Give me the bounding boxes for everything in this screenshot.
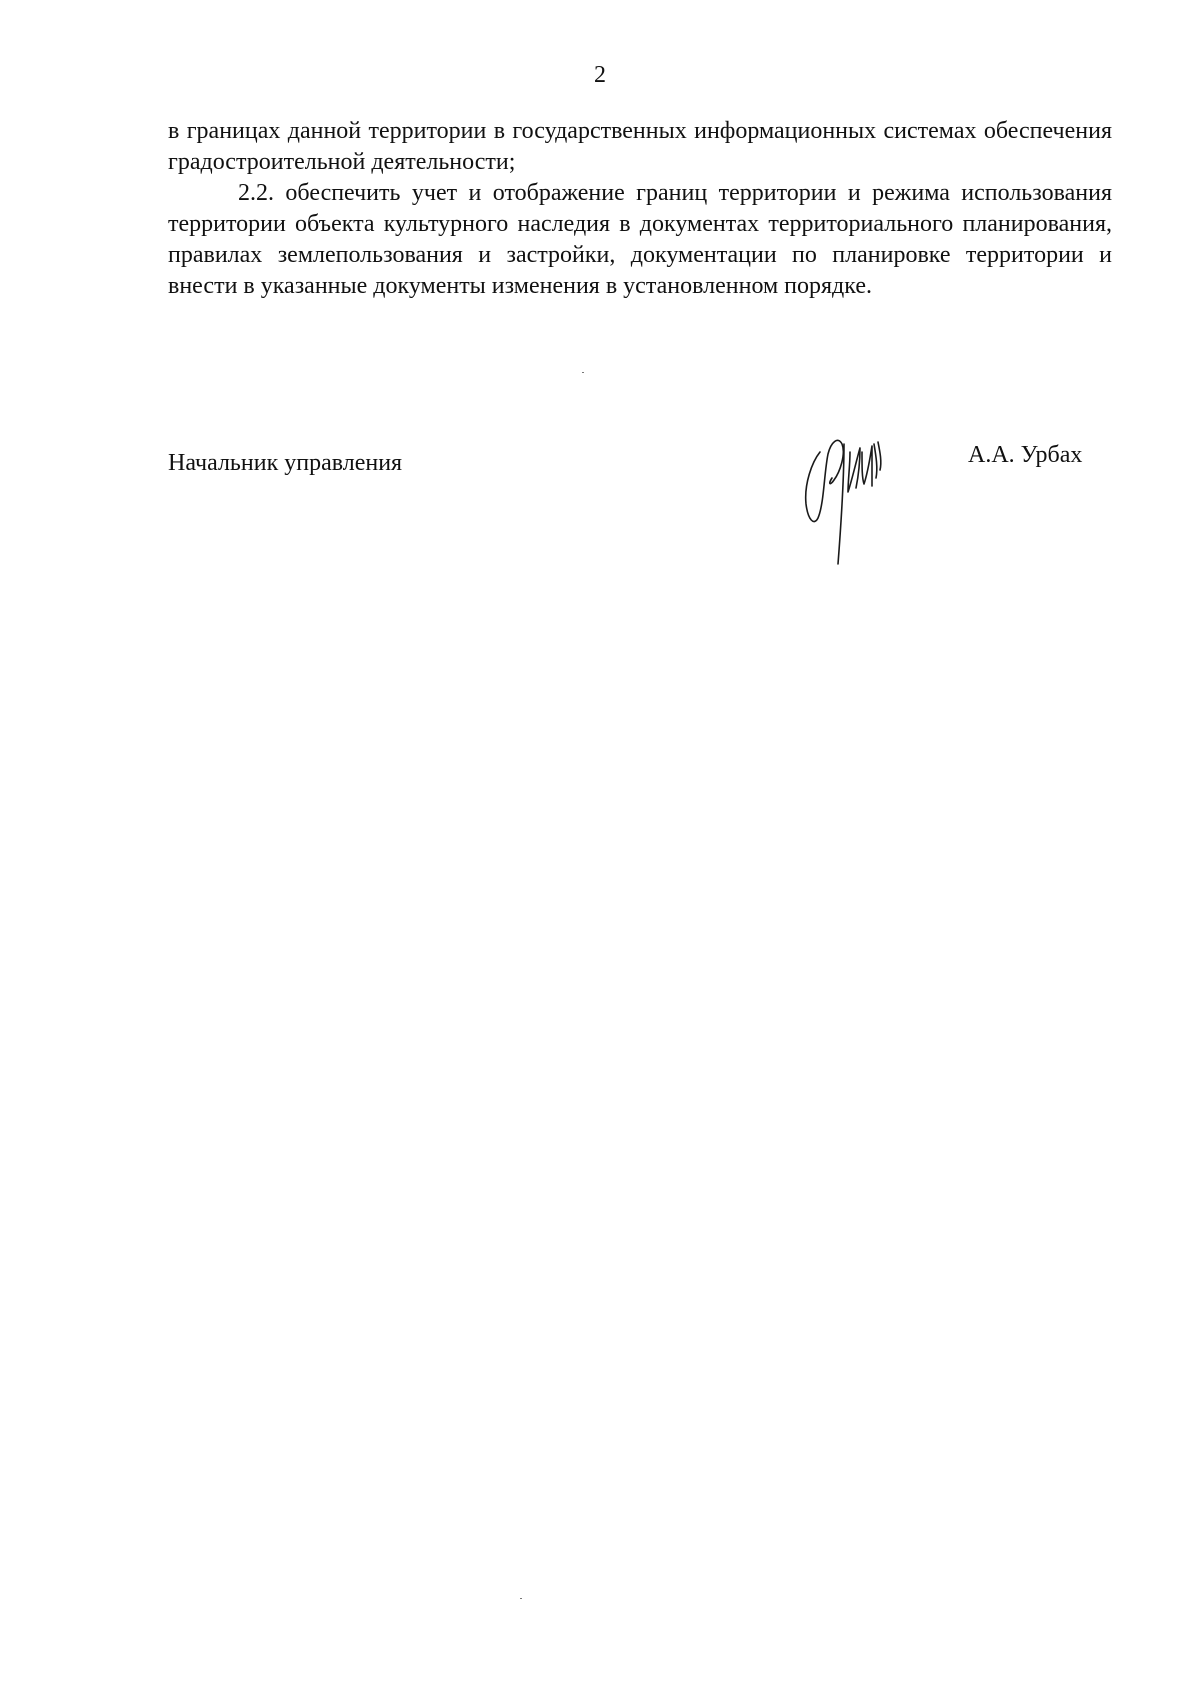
document-body: [168, 116, 1112, 302]
body-paragraph: в границах данной территории в государственных информационных системах обеспечения градостроительной деятельности;: [168, 118, 1112, 175]
body-paragraph-item-2-2: 2.2. обеспечить учет и отображение границ территории и режима использования территории объекта культурного наследия в документах территориального планирования, правилах землепользования и застройки, документации по планировке территории и внести в указанные документы изменения в установленном порядке.: [168, 180, 1112, 299]
signatory-position-title: Начальник управления: [168, 450, 403, 476]
handwritten-signature: [798, 422, 908, 567]
signatory-name: А.А. Урбах: [968, 442, 1083, 468]
scan-speck: [520, 1598, 522, 1599]
scan-speck: [582, 372, 584, 373]
page-number: 2: [594, 62, 606, 88]
